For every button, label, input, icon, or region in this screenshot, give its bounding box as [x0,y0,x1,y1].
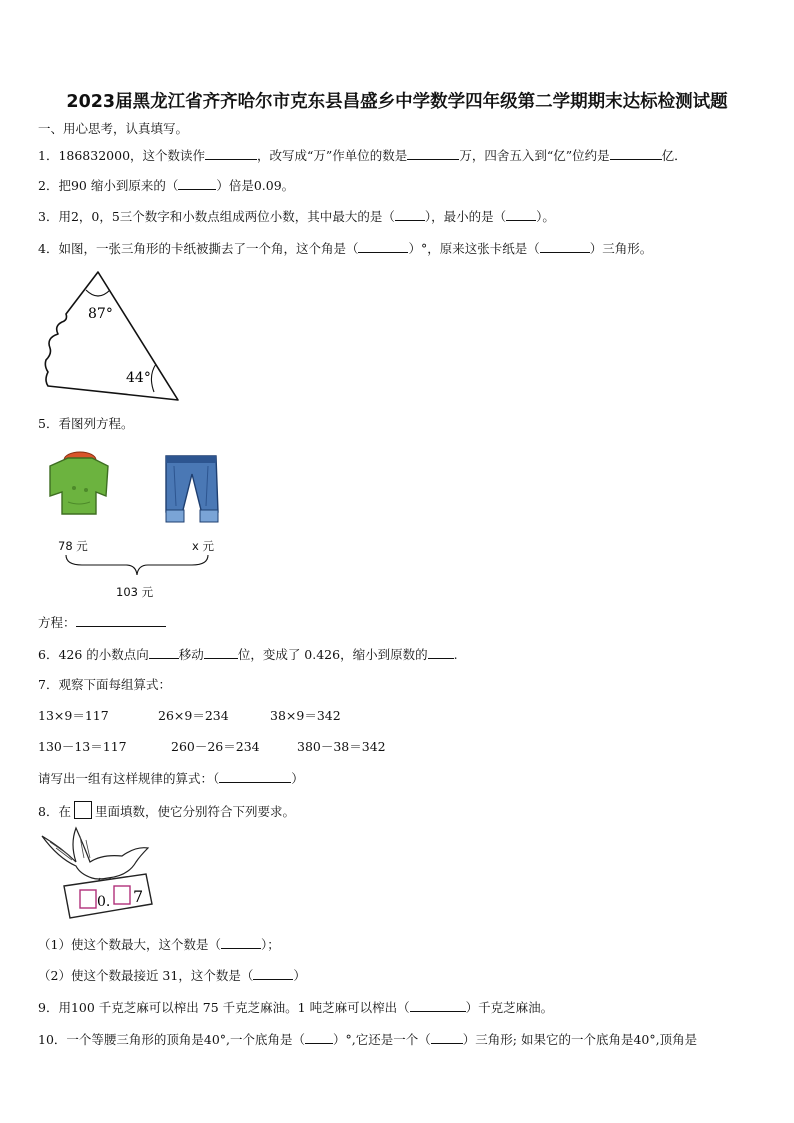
angle-top-label: 87° [88,306,113,322]
answer-blank[interactable] [149,646,179,659]
section-heading: 一、用心思考，认真填写。 [38,121,189,136]
question-10: 10．一个等腰三角形的顶角是40°,一个底角是（ ）°,它还是一个（ ）三角形; 如果它的一个底角是40°,顶角是 [38,1032,698,1047]
question-5: 5．看图列方程。 [38,416,134,431]
answer-blank[interactable] [410,999,466,1012]
answer-blank[interactable] [205,147,257,160]
price-pants-label: x 元 [192,539,214,553]
answer-blank[interactable] [305,1031,333,1044]
equation: 260－26＝234 [171,739,260,754]
jeans-icon [160,452,222,526]
question-8: 8．在 里面填数，使它分别符合下列要求。 [38,801,295,820]
answer-blank[interactable] [358,240,408,253]
question-1: 1．186832000，这个数读作 ，改写成“万”作单位的数是 万，四舍五入到“亿”位约是 亿． [38,148,687,163]
answer-blank[interactable] [540,240,590,253]
answer-blank[interactable] [428,646,454,659]
equation-line: 方程： [38,614,166,631]
bird-card-icon [36,826,162,924]
answer-blank[interactable] [431,1031,463,1044]
equation: 130－13＝117 [38,739,127,754]
green-shirt-icon [44,450,112,520]
question-6: 6．426 的小数点向 移动 位，变成了 0.426，缩小到原数的 . [38,647,458,662]
question-8-part-1: （1）使这个数最大，这个数是（ ）； [38,937,280,952]
total-brace [62,553,212,579]
question-4: 4．如图，一张三角形的卡纸被撕去了一个角，这个角是（ ）°，原来这张卡纸是（ ）三角形。 [38,241,653,256]
angle-bottom-label: 44° [126,370,151,386]
answer-blank[interactable] [407,147,459,160]
answer-blank[interactable] [610,147,662,160]
answer-blank[interactable] [219,770,291,783]
answer-blank[interactable] [76,614,166,627]
question-2: 2．把90 缩小到原来的（ ）倍是0.09。 [38,178,295,193]
equation: 26×9＝234 [158,708,229,723]
question-8-part-2: （2）使这个数最接近 31，这个数是（ ） [38,968,306,983]
answer-blank[interactable] [221,936,261,949]
card-digit-text: 7 [133,887,144,906]
page-title: 2023届黑龙江省齐齐哈尔市克东县昌盛乡中学数学四年级第二学期期末达标检测试题 [66,92,728,112]
question-9: 9．用100 千克芝麻可以榨出 75 千克芝麻油。1 吨芝麻可以榨出（ ）千克芝麻油。 [38,1000,554,1015]
equation: 38×9＝342 [270,708,341,723]
equation: 380－38＝342 [297,739,386,754]
question-7: 7．观察下面每组算式： [38,677,171,692]
question-7-ask: 请写出一组有这样规律的算式：（ ） [38,771,304,786]
empty-box-icon [74,801,92,819]
torn-triangle [38,268,188,404]
card-decimal-text: 0. [97,894,111,910]
total-label: 103 元 [116,585,154,599]
answer-blank[interactable] [395,208,425,221]
answer-blank[interactable] [253,967,293,980]
answer-blank[interactable] [506,208,536,221]
answer-blank[interactable] [178,177,216,190]
equation: 13×9＝117 [38,708,109,723]
answer-blank[interactable] [204,646,238,659]
price-shirt-label: 78 元 [58,539,88,553]
question-3: 3．用2，0，5三个数字和小数点组成两位小数，其中最大的是（ ），最小的是（ ）。 [38,209,555,224]
